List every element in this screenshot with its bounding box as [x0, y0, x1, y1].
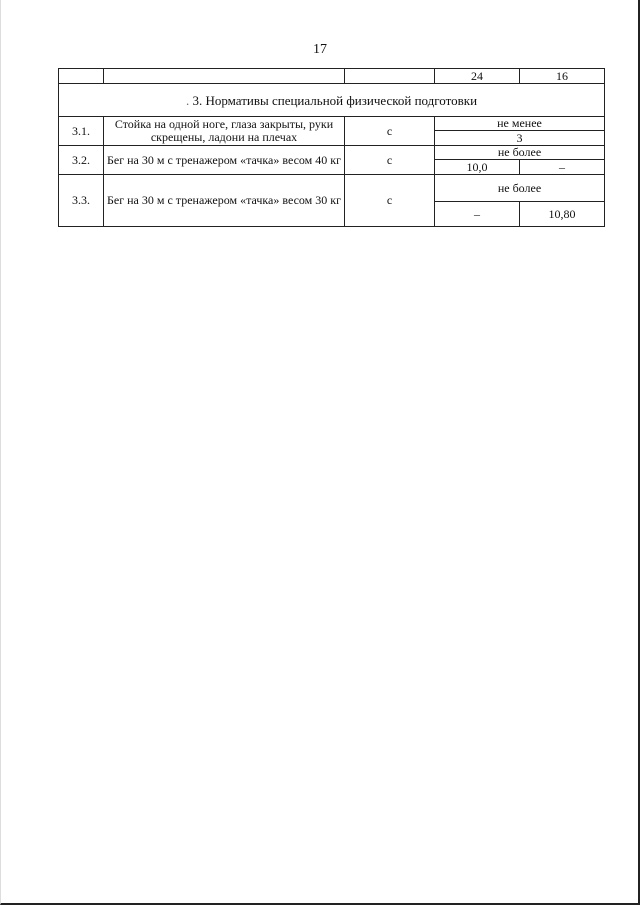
condition-cell: не более — [435, 175, 605, 202]
unit-cell: с — [345, 175, 435, 227]
table-header-row — [59, 69, 605, 84]
table-row — [59, 117, 605, 131]
exercise-name: Бег на 30 м с тренажером «тачка» весом 40 кг — [104, 146, 345, 175]
table-cell — [104, 69, 345, 84]
table-cell — [345, 69, 435, 84]
header-value-1: 24 — [435, 69, 520, 84]
section-title-text: 3. Нормативы специальной физической подготовки — [192, 92, 478, 108]
unit-cell: с — [345, 117, 435, 146]
row-number: 3.2. — [59, 146, 104, 175]
page-number: 17 — [313, 42, 327, 57]
section-row — [59, 84, 605, 117]
value-cell: – — [520, 160, 605, 175]
condition-cell: не менее — [435, 117, 605, 131]
value-cell: 10,0 — [435, 160, 520, 175]
table-row — [59, 146, 605, 160]
value-cell: 3 — [435, 131, 605, 146]
exercise-name: Стойка на одной ноге, глаза закрыты, руки скрещены, ладони на плечах — [104, 117, 345, 146]
section-title: . 3. Нормативы специальной физической подготовки — [59, 84, 605, 117]
header-value-2: 16 — [520, 69, 605, 84]
table-row — [59, 175, 605, 202]
standards-table — [58, 68, 605, 227]
unit-cell: с — [345, 146, 435, 175]
table-cell — [59, 69, 104, 84]
condition-cell: не более — [435, 146, 605, 160]
row-number: 3.3. — [59, 175, 104, 227]
exercise-name: Бег на 30 м с тренажером «тачка» весом 30 кг — [104, 175, 345, 227]
value-cell: 10,80 — [520, 202, 605, 227]
row-number: 3.1. — [59, 117, 104, 146]
value-cell: – — [435, 202, 520, 227]
